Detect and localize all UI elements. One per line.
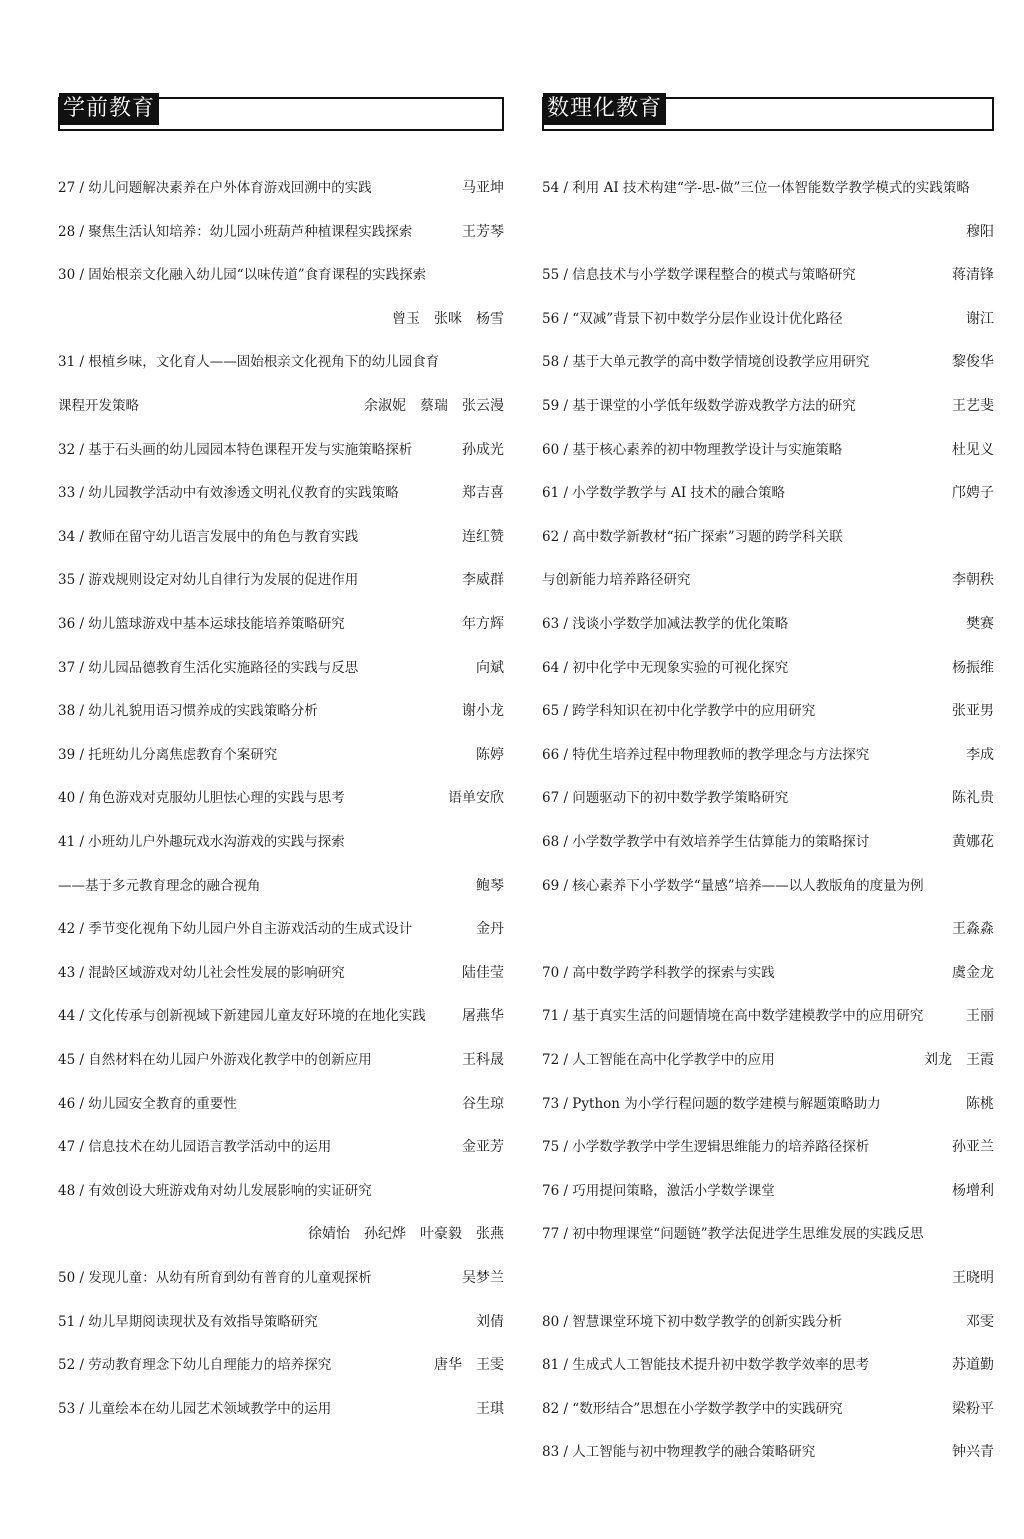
- toc-entry: [58, 176, 504, 200]
- entry-author: 王淼淼: [952, 921, 994, 938]
- toc-entry: [542, 1048, 994, 1072]
- section-header-math-science: [542, 97, 994, 131]
- entry-author: 徐婧怡 孙纪烨 叶豪毅 张燕: [308, 1226, 504, 1243]
- entry-author: 梁粉平: [952, 1400, 994, 1417]
- entry-author: 马亚坤: [462, 180, 504, 196]
- entry-author: 吴梦兰: [462, 1270, 504, 1286]
- toc-entry: [542, 1135, 994, 1159]
- entry-author: 陈礼贵: [952, 790, 994, 807]
- toc-entry: [542, 1004, 994, 1028]
- entry-author: 刘倩: [476, 1313, 504, 1330]
- entry-title: 39 / 托班幼儿分离焦虑教育个案研究: [58, 746, 278, 763]
- entry-author: 余淑妮 蔡瑞 张云漫: [364, 398, 504, 414]
- toc-entry: [58, 743, 504, 767]
- entry-author: 刘龙 王霞: [924, 1052, 994, 1068]
- toc-entry: [542, 438, 994, 462]
- toc-entry: [58, 307, 504, 331]
- toc-entry: [542, 525, 994, 549]
- entry-title: 72 / 人工智能在高中化学教学中的应用: [542, 1052, 775, 1068]
- toc-entry: [58, 481, 504, 505]
- toc-entry: [542, 699, 994, 723]
- entry-author: 金亚芳: [462, 1139, 504, 1156]
- entry-author: 邝娉子: [952, 485, 994, 502]
- entry-title: 59 / 基于课堂的小学低年级数学游戏教学方法的研究: [542, 398, 856, 414]
- entry-title: 58 / 基于大单元教学的高中数学情境创设教学应用研究: [542, 354, 870, 371]
- entry-author: 王芳琴: [462, 223, 504, 240]
- entry-author: 连红赞: [462, 528, 504, 545]
- entry-title: 35 / 游戏规则设定对幼儿自律行为发展的促进作用: [58, 572, 359, 589]
- toc-entry: [58, 1266, 504, 1290]
- entry-author: 李朝秩: [952, 572, 994, 589]
- toc-entry: [58, 350, 504, 374]
- toc-entry: [542, 220, 994, 244]
- toc-entry: [58, 394, 504, 418]
- toc-entry: [542, 786, 994, 810]
- entry-author: 向斌: [476, 659, 504, 676]
- section-heading: 学前教育: [59, 93, 159, 125]
- toc-entry: [542, 1440, 994, 1464]
- entry-title: 45 / 自然材料在幼儿园户外游戏化教学中的创新应用: [58, 1052, 372, 1068]
- entry-title: 47 / 信息技术在幼儿园语言教学活动中的运用: [58, 1139, 332, 1156]
- entry-title: 71 / 基于真实生活的问题情境在高中数学建模教学中的应用研究: [542, 1008, 924, 1025]
- entry-title: 64 / 初中化学中无现象实验的可视化探究: [542, 659, 789, 676]
- entry-title: 37 / 幼儿园品德教育生活化实施路径的实践与反思: [58, 659, 359, 676]
- entry-author: 王琪: [476, 1400, 504, 1417]
- toc-entry: [58, 220, 504, 244]
- toc-entry: [542, 568, 994, 592]
- entry-title: 63 / 浅谈小学数学加减法教学的优化策略: [542, 616, 789, 632]
- toc-entry: [58, 786, 504, 810]
- entry-author: 杨增利: [952, 1182, 994, 1199]
- toc-entry: [542, 656, 994, 680]
- entry-author: 孙成光: [462, 441, 504, 458]
- entry-title: 80 / 智慧课堂环境下初中数学教学的创新实践分析: [542, 1313, 843, 1330]
- entry-title: 与创新能力培养路径研究: [542, 572, 691, 589]
- entry-title: 50 / 发现儿童：从幼有所育到幼有普育的儿童观探析: [58, 1270, 372, 1286]
- entry-author: 曾玉 张咪 杨雪: [392, 310, 504, 327]
- entry-author: 杜见义: [952, 441, 994, 458]
- entry-author: 王科晟: [462, 1052, 504, 1068]
- entry-author: 唐华 王雯: [434, 1357, 504, 1374]
- toc-entry: [58, 699, 504, 723]
- entry-title: 69 / 核心素养下小学数学“量感”培养——以人教版角的度量为例: [542, 877, 924, 894]
- entry-author: 孙亚兰: [952, 1139, 994, 1156]
- entry-author: 虞金龙: [952, 964, 994, 981]
- toc-entry: [542, 481, 994, 505]
- entry-author: 鲍琴: [476, 877, 504, 894]
- toc-entry: [542, 394, 994, 418]
- entry-title: 75 / 小学数学教学中学生逻辑思维能力的培养路径探析: [542, 1139, 870, 1156]
- toc-entry: [58, 1048, 504, 1072]
- entry-author: 郑吉喜: [462, 485, 504, 502]
- entry-title: 30 / 固始根亲文化融入幼儿园“以味传道”食育课程的实践探索: [58, 267, 427, 284]
- entry-author: 蒋清锋: [952, 267, 994, 284]
- entry-title: 67 / 问题驱动下的初中数学教学策略研究: [542, 790, 789, 807]
- entry-title: 48 / 有效创设大班游戏角对幼儿发展影响的实证研究: [58, 1182, 372, 1199]
- entry-author: 张亚男: [952, 703, 994, 720]
- section-heading: 数理化教育: [543, 93, 666, 125]
- toc-entry: [58, 917, 504, 941]
- entry-title: 课程开发策略: [58, 398, 139, 414]
- entry-title: 28 / 聚焦生活认知培养：幼儿园小班葫芦种植课程实践探索: [58, 223, 413, 240]
- entry-title: 42 / 季节变化视角下幼儿园户外自主游戏活动的生成式设计: [58, 921, 413, 938]
- toc-entry: [58, 656, 504, 680]
- entry-author: 钟兴青: [952, 1444, 994, 1461]
- entry-title: 60 / 基于核心素养的初中物理教学设计与实施策略: [542, 441, 843, 458]
- toc-entry: [542, 1353, 994, 1377]
- toc-entry: [58, 438, 504, 462]
- entry-title: 32 / 基于石头画的幼儿园园本特色课程开发与实施策略探析: [58, 441, 413, 458]
- entry-author: 王艺斐: [952, 398, 994, 414]
- entry-title: 76 / 巧用提问策略，激活小学数学课堂: [542, 1182, 775, 1199]
- entry-author: 李成: [966, 746, 994, 763]
- entry-author: 李威群: [462, 572, 504, 589]
- entry-title: 81 / 生成式人工智能技术提升初中数学教学效率的思考: [542, 1357, 870, 1374]
- entry-author: 黄娜花: [952, 834, 994, 850]
- toc-entry: [542, 743, 994, 767]
- entry-author: 王晓明: [952, 1270, 994, 1286]
- entry-author: 邓雯: [966, 1313, 994, 1330]
- toc-entry: [58, 1179, 504, 1203]
- toc-entry: [58, 1353, 504, 1377]
- toc-entry: [58, 568, 504, 592]
- toc-entry: [542, 874, 994, 898]
- entry-author: 谢江: [966, 310, 994, 327]
- toc-entry: [542, 1310, 994, 1334]
- toc-entry: [58, 874, 504, 898]
- toc-entry: [58, 1004, 504, 1028]
- toc-entry: [58, 1092, 504, 1116]
- entry-title: 40 / 角色游戏对克服幼儿胆怯心理的实践与思考: [58, 790, 345, 807]
- entry-title: 46 / 幼儿园安全教育的重要性: [58, 1095, 237, 1112]
- entry-title: 38 / 幼儿礼貌用语习惯养成的实践策略分析: [58, 703, 318, 720]
- entry-author: 杨振维: [952, 659, 994, 676]
- toc-entry: [542, 961, 994, 985]
- toc-entry: [58, 1397, 504, 1421]
- entry-author: 王丽: [966, 1008, 994, 1025]
- entry-title: 83 / 人工智能与初中物理教学的融合策略研究: [542, 1444, 816, 1461]
- toc-entry: [58, 525, 504, 549]
- entry-title: 70 / 高中数学跨学科教学的探索与实践: [542, 964, 775, 981]
- section-header-preschool: [58, 97, 504, 131]
- toc-entry: [58, 1222, 504, 1246]
- entry-author: 黎俊华: [952, 354, 994, 371]
- toc-entry: [542, 263, 994, 287]
- toc-entry: [542, 1266, 994, 1290]
- toc-entry: [58, 961, 504, 985]
- entry-title: 73 / Python 为小学行程问题的数学建模与解题策略助力: [542, 1095, 881, 1112]
- toc-entry: [542, 1179, 994, 1203]
- entry-title: 34 / 教师在留守幼儿语言发展中的角色与教育实践: [58, 528, 359, 545]
- entry-title: 56 / “双减”背景下初中数学分层作业设计优化路径: [542, 310, 843, 327]
- entry-title: 33 / 幼儿园教学活动中有效渗透文明礼仪教育的实践策略: [58, 485, 399, 502]
- toc-entry: [542, 1092, 994, 1116]
- entry-author: 屠燕华: [462, 1008, 504, 1025]
- toc-entry: [58, 612, 504, 636]
- toc-entry: [58, 263, 504, 287]
- entry-author: 陈桃: [966, 1095, 994, 1112]
- toc-entry: [542, 1397, 994, 1421]
- entry-title: 51 / 幼儿早期阅读现状及有效指导策略研究: [58, 1313, 318, 1330]
- entry-title: 52 / 劳动教育理念下幼儿自理能力的培养探究: [58, 1357, 332, 1374]
- entry-title: 44 / 文化传承与创新视域下新建园儿童友好环境的在地化实践: [58, 1008, 426, 1025]
- entry-title: 66 / 特优生培养过程中物理教师的教学理念与方法探究: [542, 746, 870, 763]
- entry-title: 77 / 初中物理课堂“问题链”教学法促进学生思维发展的实践反思: [542, 1226, 924, 1243]
- entry-title: 53 / 儿童绘本在幼儿园艺术领域教学中的运用: [58, 1400, 332, 1417]
- entry-author: 年方辉: [462, 616, 504, 632]
- toc-entry: [542, 307, 994, 331]
- toc-entry: [58, 1310, 504, 1334]
- toc-entry: [542, 1222, 994, 1246]
- entry-author: 陈婷: [476, 746, 504, 763]
- toc-entry: [542, 176, 994, 200]
- entry-author: 谢小龙: [462, 703, 504, 720]
- toc-entry: [58, 830, 504, 854]
- entry-title: 61 / 小学数学教学与 AI 技术的融合策略: [542, 485, 785, 502]
- entry-title: 68 / 小学数学教学中有效培养学生估算能力的策略探讨: [542, 834, 870, 850]
- entry-title: 31 / 根植乡味，文化育人——固始根亲文化视角下的幼儿园食育: [58, 354, 440, 371]
- entry-title: 54 / 利用 AI 技术构建“学-思-做”三位一体智能数学教学模式的实践策略: [542, 180, 970, 196]
- entry-author: 陆佳莹: [462, 964, 504, 981]
- entry-title: 82 / “数形结合”思想在小学数学教学中的实践研究: [542, 1400, 843, 1417]
- toc-entry: [58, 1135, 504, 1159]
- entry-title: ——基于多元教育理念的融合视角: [58, 877, 261, 894]
- entry-title: 27 / 幼儿问题解决素养在户外体育游戏回溯中的实践: [58, 180, 372, 196]
- toc-entry: [542, 830, 994, 854]
- entry-author: 金丹: [476, 921, 504, 938]
- entry-title: 65 / 跨学科知识在初中化学教学中的应用研究: [542, 703, 816, 720]
- toc-entry: [542, 612, 994, 636]
- entry-title: 41 / 小班幼儿户外趣玩戏水沟游戏的实践与探索: [58, 834, 345, 850]
- entry-title: 62 / 高中数学新教材“拓广探索”习题的跨学科关联: [542, 528, 843, 545]
- entry-title: 43 / 混龄区域游戏对幼儿社会性发展的影响研究: [58, 964, 345, 981]
- entry-title: 55 / 信息技术与小学数学课程整合的模式与策略研究: [542, 267, 856, 284]
- entry-author: 语单安欣: [448, 790, 504, 807]
- toc-entry: [542, 917, 994, 941]
- entry-author: 樊赛: [966, 616, 994, 632]
- entry-title: 36 / 幼儿篮球游戏中基本运球技能培养策略研究: [58, 616, 345, 632]
- toc-entry: [542, 350, 994, 374]
- entry-author: 穆阳: [966, 223, 994, 240]
- entry-author: 谷生琼: [462, 1095, 504, 1112]
- entry-author: 苏道勤: [952, 1357, 994, 1374]
